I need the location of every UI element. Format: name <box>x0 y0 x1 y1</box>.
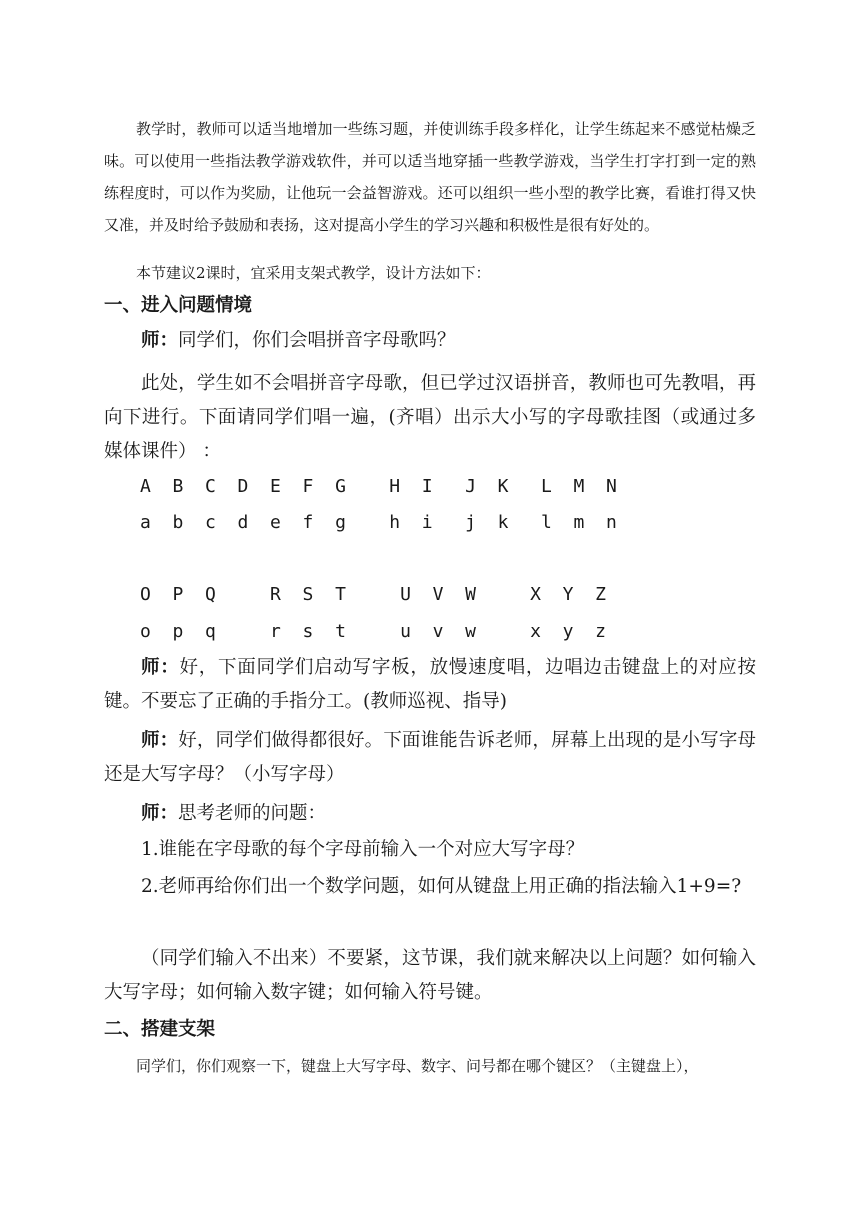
teacher-instruction-2-text: 好，下面同学们启动写字板，放慢速度唱，边唱边击键盘上的对应按键。不要忘了正确的手指分工。(教师巡视、指导) <box>104 657 756 712</box>
teacher-label: 师： <box>141 803 179 824</box>
observation-paragraph: 同学们，你们观察一下，键盘上大写字母、数字、问号都在哪个键区？（主键盘上）， <box>136 1057 699 1075</box>
teacher-instruction-2 <box>104 651 756 719</box>
teacher-instruction-4 <box>104 797 756 831</box>
teacher-question-1-text: 同学们，你们会唱拼音字母歌吗？ <box>178 330 456 351</box>
intro-paragraph: 教学时，教师可以适当地增加一些练习题，并使训练手段多样化，让学生练起来不感觉枯燥乏味。可以使用一些指法教学游戏软件，并可以适当地穿插一些教学游戏，当学生打字打到一定的熟练程度时，可以作为奖励，让他玩一会益智游戏。还可以组织一些小型的教学比赛，看谁打得又快又准，并及时给予鼓励和表扬，这对提高小学生的学习兴趣和积极性是很有好处的。 <box>104 120 756 234</box>
resolve-paragraph: （同学们输入不出来）不要紧，这节课，我们就来解决以上问题？如何输入大写字母；如何输入数字键；如何输入符号键。 <box>104 948 756 1003</box>
teacher-instruction-3-text: 好，同学们做得都很好。下面谁能告诉老师，屏幕上出现的是小写字母还是大写字母？（小写字母） <box>104 730 756 785</box>
letters-upper-row-2: O P Q R S T U V W X Y Z <box>140 584 606 605</box>
teacher-label: 师： <box>141 730 179 751</box>
singing-paragraph: 此处，学生如不会唱拼音字母歌，但已学过汉语拼音，教师也可先教唱，再向下进行。下面请同学们唱一遍，(齐唱）出示大小写的字母歌挂图（或通过多媒体课件） ： <box>104 373 756 462</box>
lesson-plan-note: 本节建议2课时，宜采用支架式教学，设计方法如下： <box>136 264 491 282</box>
teacher-question-1 <box>104 324 756 358</box>
question-item-1: 1.谁能在字母歌的每个字母前输入一个对应大写字母？ <box>141 839 585 860</box>
question-item-2: 2.老师再给你们出一个数学问题，如何从键盘上用正确的指法输入1+9=? <box>141 876 742 897</box>
teacher-instruction-4-text: 思考老师的问题： <box>178 803 327 824</box>
teacher-label: 师： <box>141 330 179 351</box>
letters-upper-row-1: A B C D E F G H I J K L M N <box>140 476 617 497</box>
teacher-instruction-3 <box>104 724 756 792</box>
letters-lower-row-2: o p q r s t u v w x y z <box>140 621 606 642</box>
section-heading-1: 一、进入问题情境 <box>104 295 253 316</box>
section-heading-2: 二、搭建支架 <box>104 1019 216 1040</box>
teacher-label: 师： <box>141 657 180 678</box>
letters-lower-row-1: a b c d e f g h i j k l m n <box>140 512 617 533</box>
